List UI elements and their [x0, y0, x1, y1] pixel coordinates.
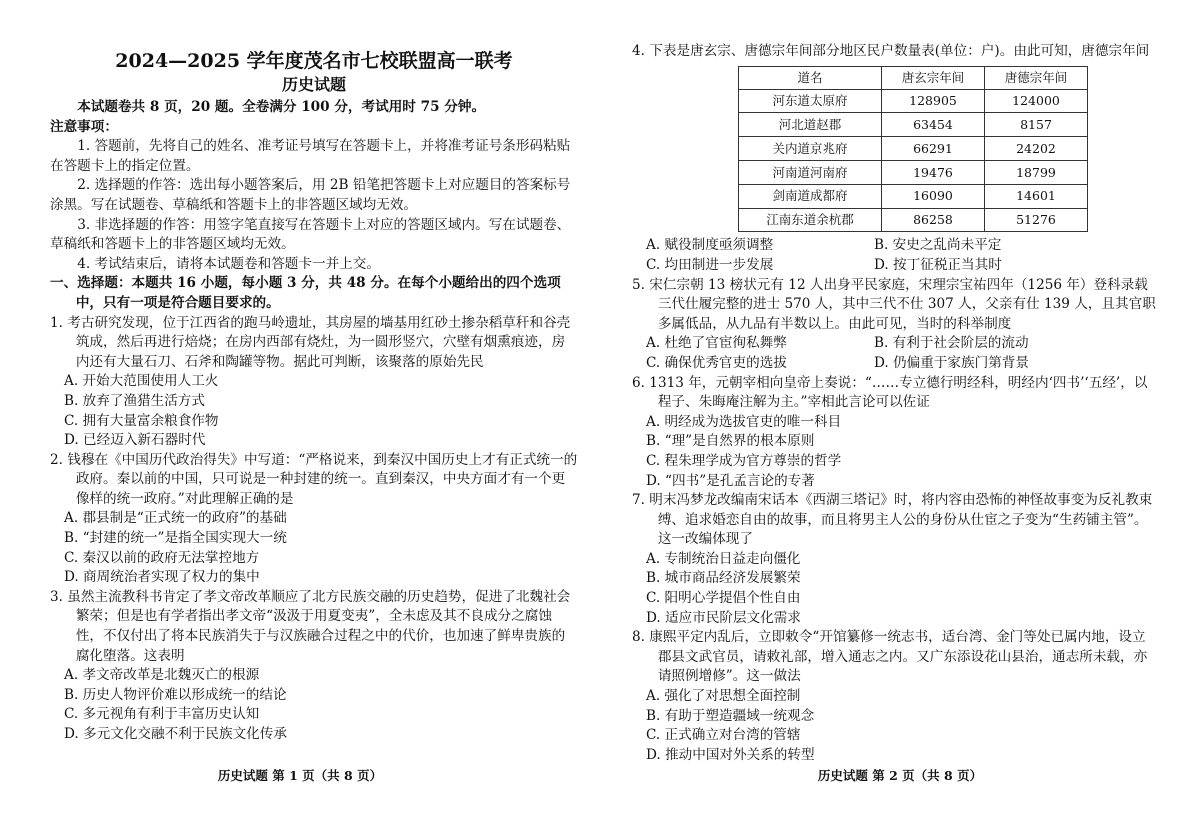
option-c: C. 多元视角有利于丰富历史认知 [64, 706, 260, 723]
table-cell: 66291 [882, 137, 985, 161]
option-b: B. 有利于社会阶层的流动 [874, 335, 1029, 352]
table-cell: 51276 [985, 208, 1088, 232]
question-stem: 5. 宋仁宗朝 13 榜状元有 12 人出身平民家庭，宋理宗宝祐四年（1256 年）登科录载三代仕履完整的进士 570 人，其中三代不仕 307 人，父亲有仕 139 人，且其官职多属低品，从九品有半数以上。由此可见，当时的科举制度 [632, 276, 1156, 332]
page-footer: 历史试题 第 1 页（共 8 页） [217, 768, 383, 784]
option-d: D. 推动中国对外关系的转型 [646, 746, 815, 763]
table-cell: 剑南道成都府 [739, 184, 882, 208]
option-a: A. 赋役制度亟须调整 [646, 237, 774, 254]
exam-page-2 [600, 0, 1200, 832]
question-1 [50, 314, 578, 451]
option-a: A. 开始大范围使用人工火 [64, 373, 219, 390]
option-row [632, 334, 1158, 354]
table-cell: 关内道京兆府 [739, 137, 882, 161]
option-c: C. 程朱理学成为官方尊崇的哲学 [646, 452, 842, 469]
table-header: 唐玄宗年间 [882, 66, 985, 89]
option-c: C. 拥有大量富余粮食作物 [64, 412, 219, 429]
option-d: D. 已经迈入新石器时代 [64, 432, 206, 449]
question-2 [50, 451, 578, 588]
question-4 [632, 42, 1158, 276]
option-b: B. 有助于塑造疆域一统观念 [646, 707, 815, 724]
option-a: A. 专制统治日益走向僵化 [646, 550, 801, 567]
table-cell: 河东道太原府 [739, 89, 882, 113]
note-item: 2. 选择题的作答：选出每小题答案后，用 2B 铅笔把答题卡上对应题目的答案标号涂黑。写在试题卷、草稿纸和答题卡上的非答题区域均无效。 [50, 177, 571, 213]
option-a: A. 明经成为选拔官吏的唯一科目 [646, 413, 842, 430]
question-stem: 1. 考古研究发现，位于江西省的跑马岭遗址，其房屋的墙基用红砂土掺杂稻草秆和谷壳筑成，然后再进行焙烧；在房内西部有烧灶，为一圆形竖穴，穴壁有烟熏痕迹，房内还有大量石刀、石斧和陶罐等物。据此可判断，该聚落的原始先民 [50, 314, 571, 370]
table-row [739, 160, 1088, 184]
table-cell: 19476 [882, 160, 985, 184]
option-c: C. 秦汉以前的政府无法掌控地方 [64, 549, 260, 566]
question-stem: 3. 虽然主流教科书肯定了孝文帝改革顺应了北方民族交融的历史趋势，促进了北魏社会繁荣；但是也有学者指出孝文帝“汲汲于用夏变夷”，全未虑及其不良成分之腐蚀性，不仅付出了将本民族消失于与汉族融合过程之中的代价，也加速了鲜卑贵族的腐化堕落。这表明 [50, 588, 571, 664]
table-header: 唐德宗年间 [985, 66, 1088, 89]
option-d: D. 仍偏重于家族门第背景 [874, 354, 1029, 371]
table-cell: 86258 [882, 208, 985, 232]
option-a: A. 强化了对思想全面控制 [646, 688, 801, 705]
option-d: D. 商周统治者实现了权力的集中 [64, 569, 260, 586]
note-item: 1. 答题前，先将自己的姓名、准考证号填写在答题卡上，并将准考证号条形码粘贴在答题卡上的指定位置。 [50, 138, 571, 174]
option-d: D. 多元文化交融不利于民族文化传承 [64, 726, 287, 742]
note-item: 3. 非选择题的作答：用签字笔直接写在答题卡上对应的答题区域内。写在试题卷、草稿纸和答题卡上的非答题区域均无效。 [50, 216, 571, 253]
question-stem: 6. 1313 年，元朝宰相向皇帝上奏说：“……专立德行明经科，明经内‘四书’‘五经’，以程子、朱晦庵注解为主。”宰相此言论可以佐证 [632, 374, 1148, 411]
table-cell: 63454 [882, 113, 985, 137]
question-7 [632, 491, 1158, 628]
option-d: D. “四书”是孔孟言论的专著 [646, 472, 815, 489]
option-b: B. 安史之乱尚未平定 [874, 237, 1002, 254]
option-a: A. 杜绝了官宦徇私舞弊 [646, 335, 787, 352]
question-stem: 2. 钱穆在《中国历代政治得失》中写道：“严格说来，到秦汉中国历史上才有正式统一的政府。秦以前的中国，只可说是一种封建的统一。直到秦汉，中央方面才有一个更像样的统一政府。”对此理解正确的是 [50, 451, 578, 507]
household-table [738, 66, 1088, 233]
table-row [739, 113, 1088, 137]
option-a: A. 郡县制是“正式统一的政府”的基础 [64, 510, 287, 527]
question-stem: 7. 明末冯梦龙改编南宋话本《西湖三塔记》时，将内容由恐怖的神怪故事变为反礼教束缚、追求婚恋自由的故事，而且将男主人公的身份从仕宦之子变为“生药铺主管”。这一改编体现了 [632, 492, 1153, 548]
option-d: D. 适应市民阶层文化需求 [646, 609, 801, 626]
question-stem: 4. 下表是唐玄宗、唐德宗年间部分地区民户数量表(单位：户)。由此可知，唐德宗年间 [632, 43, 1150, 59]
table-cell: 16090 [882, 184, 985, 208]
option-c: C. 阳明心学提倡个性自由 [646, 590, 801, 607]
option-d: D. 按丁征税正当其时 [874, 256, 1002, 273]
question-6 [632, 374, 1158, 492]
option-row [632, 354, 1158, 374]
option-c: C. 确保优秀官吏的选拔 [646, 354, 787, 371]
option-b: B. “封建的统一”是指全国实现大一统 [64, 530, 287, 547]
table-row [739, 208, 1088, 232]
note-item: 4. 考试结束后，请将本试题卷和答题卡一并上交。 [77, 255, 380, 272]
table-header: 道名 [739, 66, 882, 89]
table-cell: 河南道河南府 [739, 160, 882, 184]
question-3 [50, 588, 578, 745]
option-c: C. 正式确立对台湾的管辖 [646, 727, 801, 744]
option-row [632, 236, 1158, 256]
option-a: A. 孝文帝改革是北魏灭亡的根源 [64, 667, 260, 684]
table-cell: 128905 [882, 89, 985, 113]
table-cell: 河北道赵郡 [739, 113, 882, 137]
table-header-row [739, 66, 1088, 89]
exam-intro: 本试题卷共 8 页，20 题。全卷满分 100 分，考试用时 75 分钟。 [77, 99, 486, 115]
option-b: B. 放弃了渔猎生活方式 [64, 392, 205, 409]
option-row [632, 256, 1158, 276]
table-cell: 8157 [985, 113, 1088, 137]
exam-subtitle: 历史试题 [281, 75, 346, 94]
option-b: B. 城市商品经济发展繁荣 [646, 570, 801, 587]
page-footer: 历史试题 第 2 页（共 8 页） [817, 768, 983, 784]
option-b: B. 历史人物评价难以形成统一的结论 [64, 686, 287, 703]
table-cell: 24202 [985, 137, 1088, 161]
question-5 [632, 276, 1158, 374]
notes-title: 注意事项： [50, 118, 118, 135]
table-cell: 江南东道余杭郡 [739, 208, 882, 232]
question-8 [632, 628, 1158, 765]
section-heading: 一、选择题：本题共 16 小题，每小题 3 分，共 48 分。在每个小题给出的四个选项中，只有一项是符合题目要求的。 [50, 275, 561, 311]
table-row [739, 184, 1088, 208]
question-stem: 8. 康熙平定内乱后，立即敕令“开馆纂修一统志书，适台湾、金门等处已属内地，设立郡县文武官员，请敕礼部，增入通志之内。又广东添设花山县治，通志所未载，亦请照例增修”。这一做法 [632, 629, 1148, 685]
table-row [739, 137, 1088, 161]
table-row [739, 89, 1088, 113]
table-cell: 18799 [985, 160, 1088, 184]
table-cell: 124000 [985, 89, 1088, 113]
exam-title: 2024—2025 学年度茂名市七校联盟高一联考 [115, 50, 513, 72]
option-c: C. 均田制进一步发展 [646, 256, 774, 273]
option-b: B. “理”是自然界的根本原则 [646, 433, 815, 450]
table-cell: 14601 [985, 184, 1088, 208]
